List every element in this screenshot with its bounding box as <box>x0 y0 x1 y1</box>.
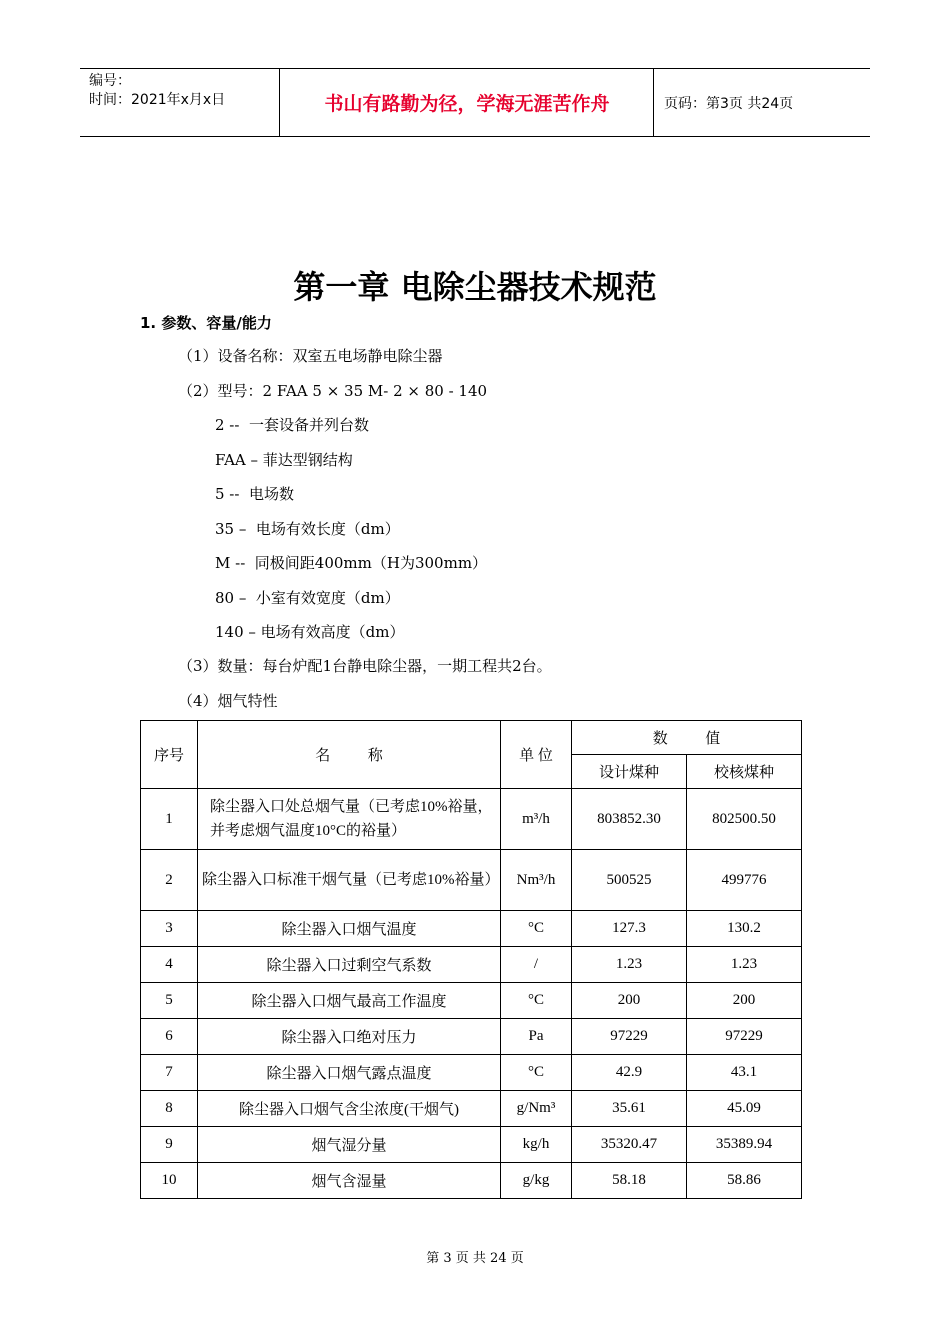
line-model-part: 2 -- 一套设备并列台数 <box>215 416 369 434</box>
row-seq: 1 <box>141 789 198 850</box>
row-check: 499776 <box>687 850 802 911</box>
number-label: 编号： <box>89 73 131 89</box>
line-model-part: 5 -- 电场数 <box>215 485 294 503</box>
row-unit: m³/h <box>501 789 572 850</box>
header-unit: 单 位 <box>501 721 572 789</box>
row-seq: 4 <box>141 947 198 983</box>
row-design: 35320.47 <box>572 1127 687 1163</box>
line-model-part: 80 – 小室有效宽度（dm） <box>215 589 400 607</box>
table-row <box>141 1019 802 1055</box>
time-label: 时间：2021年x月x日 <box>89 92 226 108</box>
line-quantity: （3）数量：每台炉配1台静电除尘器，一期工程共2台。 <box>178 657 552 675</box>
row-design: 35.61 <box>572 1091 687 1127</box>
row-unit: °C <box>501 911 572 947</box>
table-row <box>141 983 802 1019</box>
section-heading: 1. 参数、容量/能力 <box>140 314 272 332</box>
row-check: 97229 <box>687 1019 802 1055</box>
row-check: 200 <box>687 983 802 1019</box>
header-page-info: 页码：第3页 共24页 <box>664 95 794 112</box>
row-name: 除尘器入口烟气含尘浓度(干烟气) <box>198 1091 501 1127</box>
row-seq: 3 <box>141 911 198 947</box>
row-unit: g/kg <box>501 1163 572 1199</box>
row-design: 127.3 <box>572 911 687 947</box>
header-check: 校核煤种 <box>687 755 802 789</box>
table-row <box>141 850 802 911</box>
row-unit: / <box>501 947 572 983</box>
flue-gas-table <box>140 720 802 1199</box>
chapter-title: 第一章 电除尘器技术规范 <box>293 268 657 306</box>
row-name: 除尘器入口标准干烟气量（已考虑10%裕量） <box>198 850 501 911</box>
row-design: 1.23 <box>572 947 687 983</box>
line-flue-gas: （4）烟气特性 <box>178 692 278 710</box>
header-design: 设计煤种 <box>572 755 687 789</box>
row-design: 58.18 <box>572 1163 687 1199</box>
header-motto: 书山有路勤为径，学海无涯苦作舟 <box>281 69 654 136</box>
page-footer: 第 3 页 共 24 页 <box>426 1251 524 1266</box>
line-device-name: （1）设备名称：双室五电场静电除尘器 <box>178 347 443 365</box>
row-check: 58.86 <box>687 1163 802 1199</box>
row-name: 除尘器入口处总烟气量（已考虑10%裕量，并考虑烟气温度10°C的裕量） <box>198 789 501 850</box>
header-values: 数 值 <box>572 721 802 755</box>
row-design: 500525 <box>572 850 687 911</box>
header-meta <box>80 69 280 136</box>
table-row <box>141 911 802 947</box>
table-row <box>141 947 802 983</box>
row-seq: 2 <box>141 850 198 911</box>
row-design: 97229 <box>572 1019 687 1055</box>
line-model-part: 140 – 电场有效高度（dm） <box>215 623 405 641</box>
row-design: 200 <box>572 983 687 1019</box>
row-unit: °C <box>501 1055 572 1091</box>
header-seq: 序号 <box>141 721 198 789</box>
row-seq: 8 <box>141 1091 198 1127</box>
row-unit: Pa <box>501 1019 572 1055</box>
table-row <box>141 1055 802 1091</box>
row-check: 802500.50 <box>687 789 802 850</box>
row-name: 除尘器入口绝对压力 <box>198 1019 501 1055</box>
page-header <box>80 68 870 137</box>
table-row <box>141 1127 802 1163</box>
line-model-part: 35 – 电场有效长度（dm） <box>215 520 400 538</box>
row-name: 烟气含湿量 <box>198 1163 501 1199</box>
row-seq: 5 <box>141 983 198 1019</box>
line-model-part: FAA – 菲达型钢结构 <box>215 451 353 469</box>
row-check: 35389.94 <box>687 1127 802 1163</box>
row-name: 除尘器入口烟气最高工作温度 <box>198 983 501 1019</box>
row-seq: 10 <box>141 1163 198 1199</box>
table-row <box>141 1163 802 1199</box>
row-name: 除尘器入口过剩空气系数 <box>198 947 501 983</box>
header-name: 名 称 <box>198 721 501 789</box>
row-seq: 6 <box>141 1019 198 1055</box>
line-model: （2）型号：2 FAA 5 × 35 M- 2 × 80 - 140 <box>178 382 488 400</box>
row-unit: °C <box>501 983 572 1019</box>
row-unit: Nm³/h <box>501 850 572 911</box>
row-name: 除尘器入口烟气温度 <box>198 911 501 947</box>
row-seq: 9 <box>141 1127 198 1163</box>
line-model-part: M -- 同极间距400mm（H为300mm） <box>215 554 488 572</box>
row-check: 43.1 <box>687 1055 802 1091</box>
row-unit: kg/h <box>501 1127 572 1163</box>
row-check: 1.23 <box>687 947 802 983</box>
row-name: 烟气湿分量 <box>198 1127 501 1163</box>
row-design: 803852.30 <box>572 789 687 850</box>
row-check: 130.2 <box>687 911 802 947</box>
row-name: 除尘器入口烟气露点温度 <box>198 1055 501 1091</box>
row-check: 45.09 <box>687 1091 802 1127</box>
table-row <box>141 1091 802 1127</box>
table-row <box>141 789 802 850</box>
row-design: 42.9 <box>572 1055 687 1091</box>
row-unit: g/Nm³ <box>501 1091 572 1127</box>
row-seq: 7 <box>141 1055 198 1091</box>
